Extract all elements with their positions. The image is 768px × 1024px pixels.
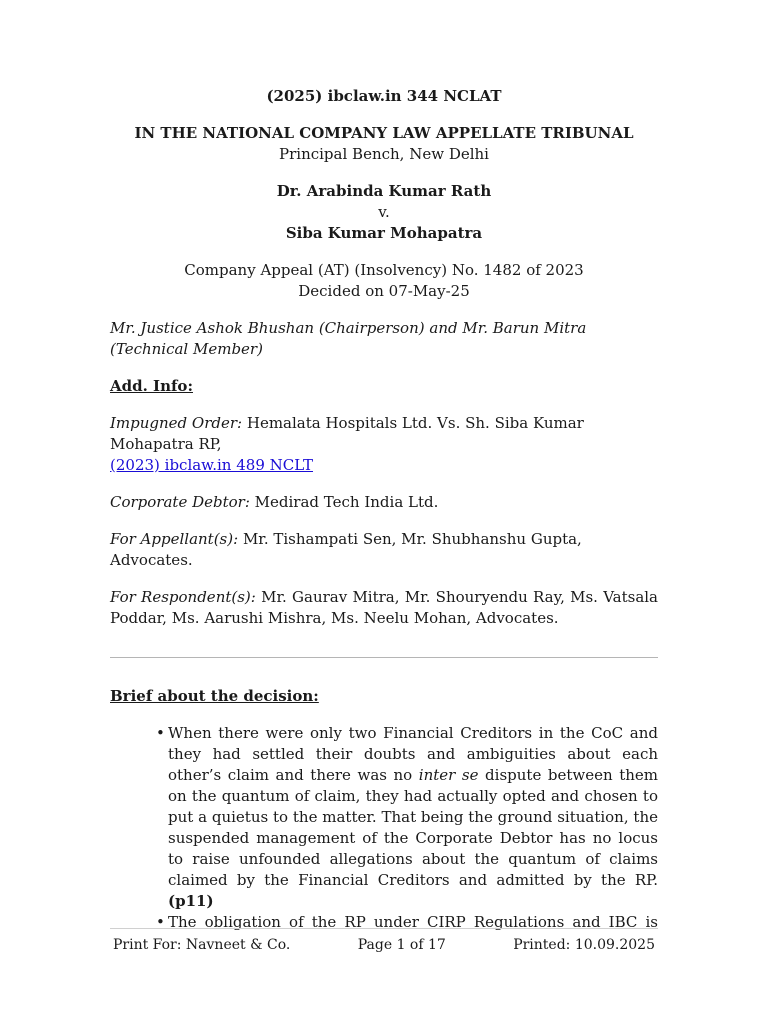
corporate-debtor-label: Corporate Debtor: <box>110 493 250 511</box>
court-name: IN THE NATIONAL COMPANY LAW APPELLATE TRIBUNAL <box>134 124 634 142</box>
for-appellant-label: For Appellant(s): <box>110 530 239 548</box>
decision-date: Decided on 07-May-25 <box>298 282 470 300</box>
bullet1-paragraph-ref: (p11) <box>168 892 214 910</box>
brief-bullet-list <box>110 723 658 931</box>
footer-print-for: Print For: Navneet & Co. <box>113 937 291 953</box>
section-divider <box>110 657 658 658</box>
appellant-name: Dr. Arabinda Kumar Rath <box>276 182 492 200</box>
for-appellant-text: Mr. Tishampati Sen, Mr. Shubhanshu Gupta, Advocates. <box>110 530 582 569</box>
bench-name: Principal Bench, New Delhi <box>279 145 489 163</box>
respondent-name: Siba Kumar Mohapatra <box>285 224 483 242</box>
for-respondent <box>110 587 658 629</box>
for-respondent-label: For Respondent(s): <box>110 588 256 606</box>
impugned-order-text: Hemalata Hospitals Ltd. Vs. Sh. Siba Kumar Mohapatra RP, <box>110 414 584 453</box>
brief-heading: Brief about the decision: <box>110 687 319 705</box>
impugned-order-link[interactable]: (2023) ibclaw.in 489 NCLT <box>110 456 313 474</box>
page-footer <box>110 928 658 955</box>
corporate-debtor-text: Medirad Tech India Ltd. <box>254 493 439 511</box>
for-appellant <box>110 529 658 571</box>
for-respondent-text: Mr. Gaurav Mitra, Mr. Shouryendu Ray, Ms. Vatsala Poddar, Ms. Aarushi Mishra, Ms. Neelu Mohan, Advocates. <box>110 588 658 627</box>
footer-printed-date: Printed: 10.09.2025 <box>513 937 655 953</box>
footer-page-number: Page 1 of 17 <box>357 937 446 953</box>
bullet1-text-a: When there were only two Financial Creditors in the CoC and they had settled their doubts and ambiguities about each other’s claim and there was no <box>168 724 658 784</box>
bullet2-text: The obligation of the RP under CIRP Regulations and IBC is <box>168 913 658 931</box>
versus-label: v. <box>378 203 390 221</box>
brief-bullet-item <box>168 723 658 912</box>
bullet1-text-b: dispute between them on the quantum of claim, they had actually opted and chosen to put a quietus to the matter. That being the ground situation, the suspended management of the Corporate Debtor has no locus to raise unfounded allegations about the quantum of claims claimed by the Financial Creditors and admitted by the RP. <box>168 766 658 889</box>
corporate-debtor <box>110 492 658 513</box>
bullet1-italic: inter se <box>418 766 479 784</box>
brief-bullets-area <box>110 707 658 931</box>
add-info-heading: Add. Info: <box>110 377 193 395</box>
impugned-order-label: Impugned Order: <box>110 414 243 432</box>
impugned-order <box>110 413 658 476</box>
coram: Mr. Justice Ashok Bhushan (Chairperson) and Mr. Barun Mitra (Technical Member) <box>110 319 587 358</box>
citation-heading: (2025) ibclaw.in 344 NCLAT <box>266 87 502 105</box>
case-number: Company Appeal (AT) (Insolvency) No. 1482 of 2023 <box>184 261 584 279</box>
document-page <box>110 86 658 931</box>
